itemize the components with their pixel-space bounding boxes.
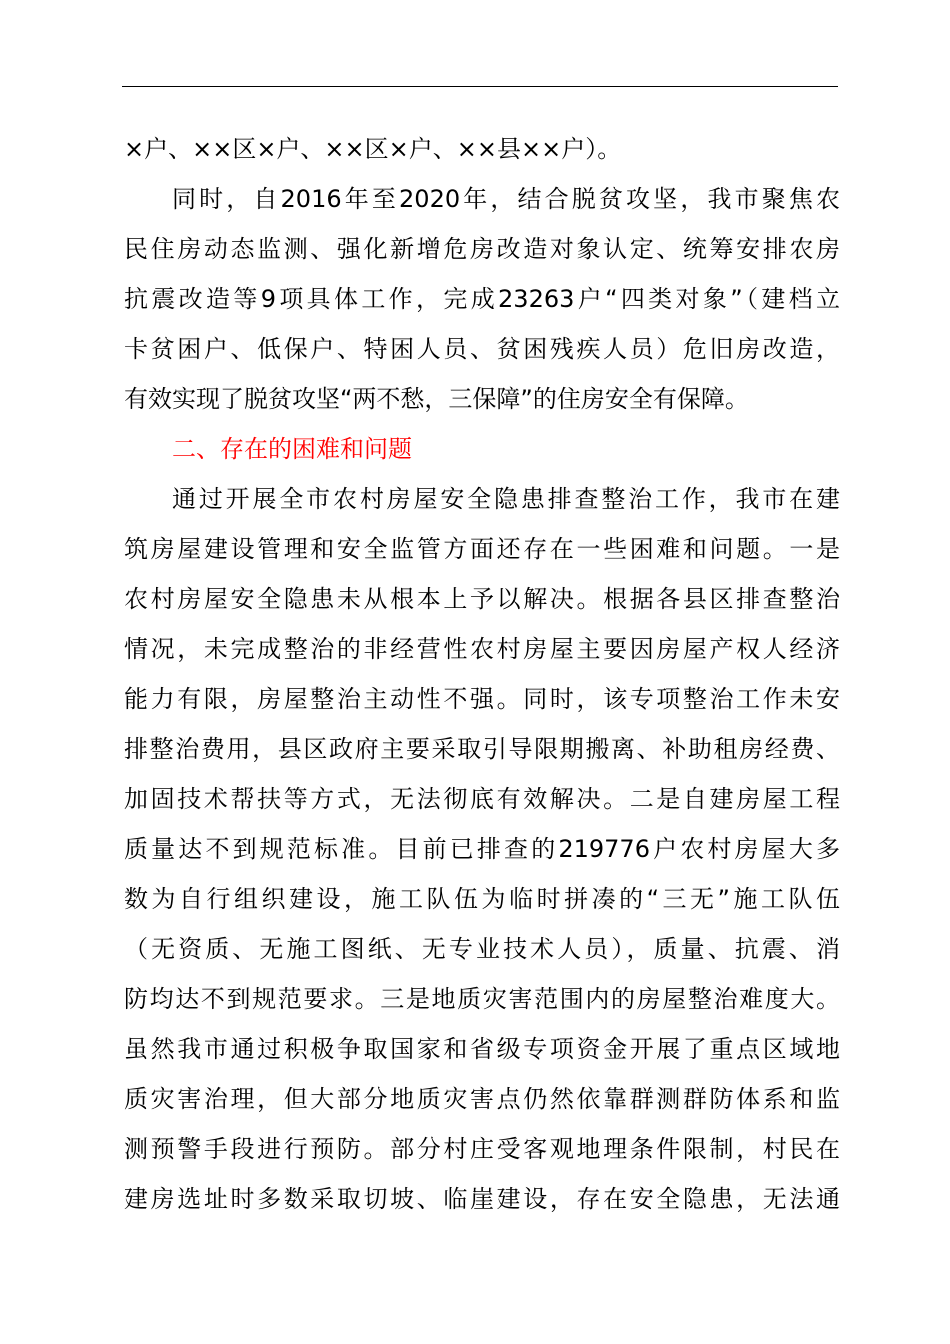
text-line: ×户、××区×户、××区×户、××县××户）。 [124,135,622,163]
text-line: 排整治费用，县区政府主要采取引导限期搬离、补助租房经费、 [124,735,840,763]
text-line: 加固技术帮扶等方式，无法彻底有效解决。二是自建房屋工程 [124,785,840,813]
text-line: 测预警手段进行预防。部分村庄受客观地理条件限制，村民在 [124,1135,840,1163]
text-line: 质量达不到规范标准。目前已排查的219776户农村房屋大多 [124,835,840,863]
paragraph-first-line: 同时，自2016年至2020年，结合脱贫攻坚，我市聚焦农 [172,185,840,213]
header-rule [122,86,838,87]
text-line: 虽然我市通过积极争取国家和省级专项资金开展了重点区域地 [124,1035,840,1063]
text-line: 卡贫困户、低保户、特困人员、贫困残疾人员）危旧房改造， [124,335,840,363]
paragraph-first-line: 通过开展全市农村房屋安全隐患排查整治工作，我市在建 [172,485,840,513]
text-line: 情况，未完成整治的非经营性农村房屋主要因房屋产权人经济 [124,635,840,663]
text-line: 能力有限，房屋整治主动性不强。同时，该专项整治工作未安 [124,685,840,713]
text-line: 民住房动态监测、强化新增危房改造对象认定、统筹安排农房 [124,235,840,263]
text-line: 有效实现了脱贫攻坚“两不愁，三保障”的住房安全有保障。 [124,385,749,413]
text-line: 抗震改造等9项具体工作，完成23263户“四类对象”（建档立 [124,285,840,313]
text-line: 筑房屋建设管理和安全监管方面还存在一些困难和问题。一是 [124,535,840,563]
text-line: 农村房屋安全隐患未从根本上予以解决。根据各县区排查整治 [124,585,840,613]
text-line: 防均达不到规范要求。三是地质灾害范围内的房屋整治难度大。 [124,985,840,1013]
text-line: 质灾害治理，但大部分地质灾害点仍然依靠群测群防体系和监 [124,1085,840,1113]
section-heading: 二、存在的困难和问题 [172,435,412,463]
text-line: （无资质、无施工图纸、无专业技术人员），质量、抗震、消 [124,935,840,963]
text-line: 建房选址时多数采取切坡、临崖建设，存在安全隐患，无法通 [124,1185,840,1213]
text-line: 数为自行组织建设，施工队伍为临时拼凑的“三无”施工队伍 [124,885,840,913]
